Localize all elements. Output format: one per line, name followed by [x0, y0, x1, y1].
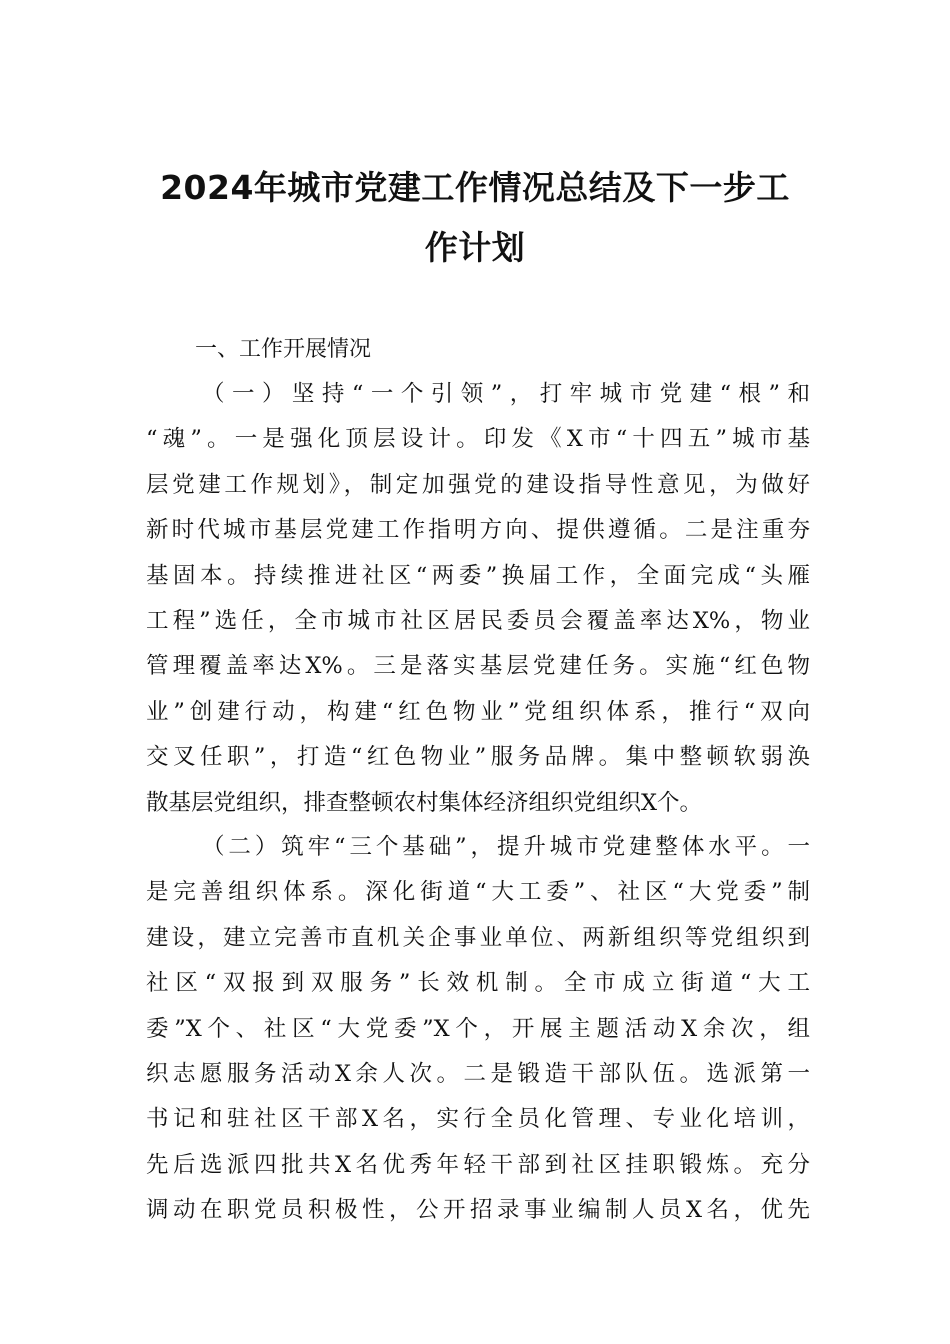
text-line: 是完善组织体系。深化街道“大工委”、社区“大党委”制: [146, 879, 810, 906]
text-line: 业”创建行动，构建“红色物业”党组织体系，推行“双向: [146, 698, 810, 725]
text-line: 先后选派四批共X名优秀年轻干部到社区挂职锻炼。充分: [146, 1151, 810, 1178]
title-line: 作计划: [424, 228, 526, 267]
text-line: 工程”选任，全市城市社区居民委员会覆盖率达X%，物业: [146, 607, 810, 634]
document-title: [140, 158, 810, 278]
text-line: 新时代城市基层党建工作指明方向、提供遵循。二是注重夯: [146, 517, 810, 544]
text-line: （一）坚持“一个引领”，打牢城市党建“根”和: [202, 381, 810, 407]
paragraph-2: [146, 825, 810, 1234]
section-heading: 一、工作开展情况: [195, 337, 372, 362]
text-line: 社区“双报到双服务”长效机制。全市成立街道“大工: [146, 970, 810, 997]
text-line: 层党建工作规划》，制定加强党的建设指导性意见，为做好: [146, 471, 810, 498]
paragraph-1: [146, 372, 810, 826]
text-line: 书记和驻社区干部X名，实行全员化管理、专业化培训，: [146, 1106, 810, 1133]
title-line: 2024年城市党建工作情况总结及下一步工: [160, 168, 790, 207]
text-line: “魂”。一是强化顶层设计。印发《X市“十四五”城市基: [146, 426, 810, 453]
text-line: （二）筑牢“三个基础”，提升城市党建整体水平。一: [202, 834, 810, 860]
text-line: 委”X个、社区“大党委”X个，开展主题活动X余次，组: [146, 1015, 810, 1042]
text-line: 交叉任职”，打造“红色物业”服务品牌。集中整顿软弱涣: [146, 744, 810, 771]
text-line: 建设，建立完善市直机关企事业单位、两新组织等党组织到: [146, 924, 810, 951]
text-line: 调动在职党员积极性，公开招录事业编制人员X名，优先: [146, 1197, 810, 1224]
text-line: 管理覆盖率达X%。三是落实基层党建任务。实施“红色物: [146, 653, 810, 680]
text-line: 基固本。持续推进社区“两委”换届工作，全面完成“头雁: [146, 562, 810, 589]
text-line: 织志愿服务活动X余人次。二是锻造干部队伍。选派第一: [146, 1060, 810, 1087]
text-line: 散基层党组织，排查整顿农村集体经济组织党组织X个。: [146, 789, 703, 816]
